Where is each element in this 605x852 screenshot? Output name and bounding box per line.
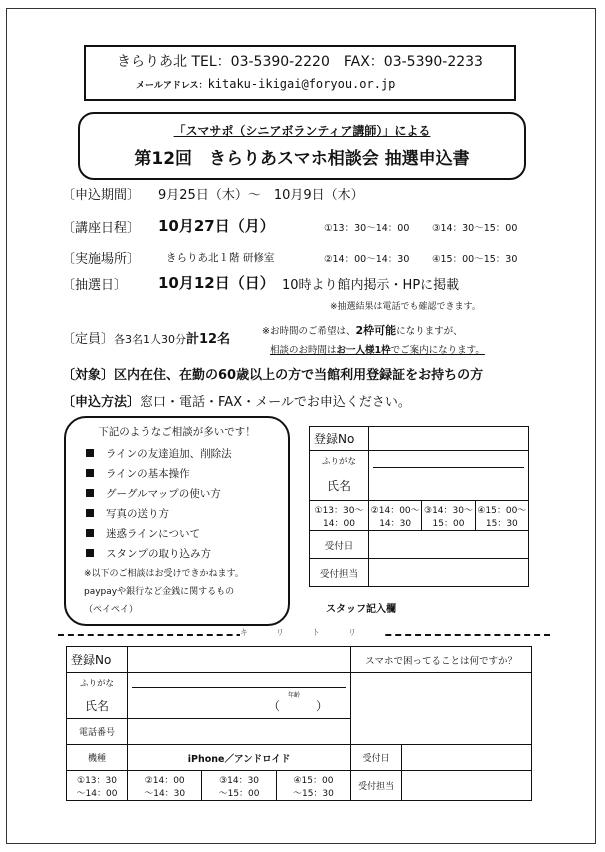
slot-start: ③14：30～: [424, 505, 473, 516]
slot-4: ④15：00～15：30: [432, 254, 518, 265]
app-received-date-field[interactable]: [402, 745, 532, 771]
staff-reg-no-label: 登録No: [310, 427, 369, 451]
page-title: 第12回 きらりあスマホ相談会 抽選申込書: [134, 149, 470, 169]
consult-item: [86, 526, 200, 541]
square-bullet-icon: [86, 469, 94, 477]
staff-slot-2[interactable]: [369, 501, 422, 531]
square-bullet-icon: [86, 549, 94, 557]
app-name-label: 氏名: [84, 699, 109, 713]
applicant-form-table: [66, 646, 532, 801]
staff-name-label: 氏名: [326, 479, 351, 493]
app-name-field[interactable]: [128, 673, 351, 719]
square-bullet-icon: [86, 449, 94, 457]
contact-tel-fax: きらりあ北 TEL：03-5390-2220 FAX：03-5390-2233: [117, 54, 483, 70]
square-bullet-icon: [86, 509, 94, 517]
app-received-by-label: 受付担当: [351, 771, 402, 801]
staff-slot-4[interactable]: [475, 501, 528, 531]
capacity-note-2b: お一人様1枠: [336, 345, 391, 356]
consult-item-text: スタンプの取り込み方: [106, 548, 211, 560]
slot-start: ①13：30: [77, 775, 117, 786]
app-reg-no-field[interactable]: [128, 647, 351, 673]
slot-end: ～15：30: [292, 788, 334, 799]
app-phone-label: 電話番号: [67, 719, 128, 745]
consult-item: [86, 446, 232, 461]
capacity-value: 各3名1人30分: [114, 333, 187, 346]
age-field[interactable]: （ ）: [268, 699, 329, 713]
course-value: 10月27日（月）: [158, 217, 275, 235]
capacity-label: 〔定員〕: [62, 332, 115, 347]
lottery-date: 10月12日（日）: [158, 274, 275, 292]
consult-item: [86, 486, 221, 501]
staff-furigana-label: ふりがな: [321, 457, 356, 467]
lottery-note: 10時より館内掲示・HPに掲載: [282, 278, 460, 293]
slot-end: 14：00: [323, 518, 355, 529]
square-bullet-icon: [86, 529, 94, 537]
app-slot-4[interactable]: [276, 771, 350, 801]
slot-end: 14：30: [379, 518, 412, 529]
slot-3: ③14：30～15：00: [432, 223, 518, 234]
target-label: 〔対象〕: [62, 368, 115, 383]
slot-start: ②14：00: [144, 775, 185, 786]
capacity-note-2: [270, 342, 485, 356]
app-received-by-field[interactable]: [402, 771, 532, 801]
consult-heading: 下記のようなご相談が多いです！: [98, 426, 256, 438]
capacity-note-1b: 2枠可能: [355, 324, 397, 337]
consult-item-text: ラインの友達追加、削除法: [106, 448, 232, 460]
slot-1: ①13：30～14：00: [324, 223, 410, 234]
app-slot-3[interactable]: [202, 771, 276, 801]
method-value: 窓口・電話・FAX・メールでお申込ください。: [140, 395, 411, 410]
square-bullet-icon: [86, 489, 94, 497]
venue-value: きらりあ北１階 研修室: [166, 252, 275, 264]
capacity-note-1: [262, 322, 463, 338]
consult-exclusion-paren: （ペイペイ）: [84, 605, 139, 615]
slot-end: 15：30: [485, 518, 518, 529]
slot-start: ④15：00～: [477, 505, 527, 516]
course-label: 〔講座日程〕: [62, 221, 141, 236]
consult-item-text: ラインの基本操作: [106, 468, 190, 480]
consult-item: [86, 506, 169, 521]
app-model-label: 機種: [67, 745, 128, 771]
period-value: 9月25日（木）～ 10月9日（木）: [158, 188, 364, 203]
slot-end: ～14：30: [144, 788, 186, 799]
cut-label: キリトリ: [240, 628, 384, 637]
consult-item-text: 迷惑ラインについて: [106, 528, 200, 540]
staff-reg-no-field[interactable]: [369, 427, 529, 451]
capacity-row: [62, 328, 230, 347]
staff-name-field[interactable]: [369, 451, 529, 501]
staff-slot-3[interactable]: [422, 501, 475, 531]
slot-start: ②14：00～: [370, 505, 420, 516]
furigana-divider: [373, 467, 524, 468]
consult-item: [86, 466, 190, 481]
app-question-label: スマホで困ってることは何ですか？: [351, 647, 532, 673]
staff-received-date-field[interactable]: [369, 531, 529, 559]
app-question-field[interactable]: [351, 673, 532, 745]
app-slot-2[interactable]: [128, 771, 202, 801]
method-row: [62, 391, 411, 410]
app-furigana-label: ふりがな: [79, 679, 114, 689]
mail-label: メールアドレス：: [136, 81, 208, 91]
period-label: 〔申込期間〕: [62, 188, 141, 203]
furigana-divider: [132, 687, 346, 688]
target-value: 区内在住、在勤の60歳以上の方で当館利用登録証をお持ちの方: [114, 368, 484, 383]
consultation-box: [64, 416, 290, 626]
app-received-date-label: 受付日: [351, 745, 402, 771]
app-model-value[interactable]: iPhone／アンドロイド: [128, 745, 351, 771]
title-sub: 「スマサポ（シニアボランティア講師）」による: [173, 124, 431, 138]
staff-received-by-label: 受付担当: [310, 559, 369, 587]
capacity-note-1c: になりますが、: [396, 326, 463, 337]
app-reg-no-label: 登録No: [67, 647, 128, 673]
contact-box: [84, 45, 516, 101]
mail-address: kitaku-ikigai@foryou.or.jp: [207, 77, 396, 91]
method-label: 〔申込方法〕: [62, 395, 141, 410]
staff-slot-1[interactable]: [310, 501, 369, 531]
consult-exclusion-detail: paypayや銀行など金銭に関するもの: [84, 587, 235, 597]
consult-item-text: グーグルマップの使い方: [106, 488, 221, 500]
contact-mail: [136, 77, 395, 91]
app-phone-field[interactable]: [128, 719, 351, 745]
staff-received-by-field[interactable]: [369, 559, 529, 587]
staff-received-date-label: 受付日: [310, 531, 369, 559]
capacity-total: 計12名: [186, 332, 231, 347]
capacity-note-1a: ※お時間のご希望は、: [262, 326, 356, 337]
lottery-label: 〔抽選日〕: [62, 278, 128, 293]
staff-name-label-cell: [310, 451, 369, 501]
app-name-label-cell: [67, 673, 128, 719]
consult-item-text: 写真の送り方: [106, 508, 169, 520]
staff-form-table: [309, 426, 529, 587]
slot-end: ～15：00: [218, 788, 260, 799]
target-row: [62, 364, 483, 383]
capacity-note-2c: でご案内になります。: [390, 345, 485, 356]
slot-start: ①13：30～: [314, 505, 364, 516]
age-label: 年齢: [288, 692, 301, 699]
capacity-note-2a: 相談のお時間は: [270, 345, 337, 356]
consult-item: [86, 546, 211, 561]
slot-start: ③14：30: [219, 775, 260, 786]
slot-end: ～14：00: [76, 788, 118, 799]
slot-start: ④15：00: [293, 775, 334, 786]
staff-caption: スタッフ記入欄: [326, 604, 396, 615]
venue-label: 〔実施場所〕: [62, 252, 141, 267]
app-slot-1[interactable]: [67, 771, 128, 801]
title-box: [78, 112, 526, 180]
consult-exclusion: ※以下のご相談はお受けできかねます。: [84, 569, 244, 579]
slot-2: ②14：00～14：30: [324, 254, 410, 265]
lottery-phone-note: ※抽選結果は電話でも確認できます。: [330, 302, 481, 312]
slot-end: 15：00: [432, 518, 465, 529]
